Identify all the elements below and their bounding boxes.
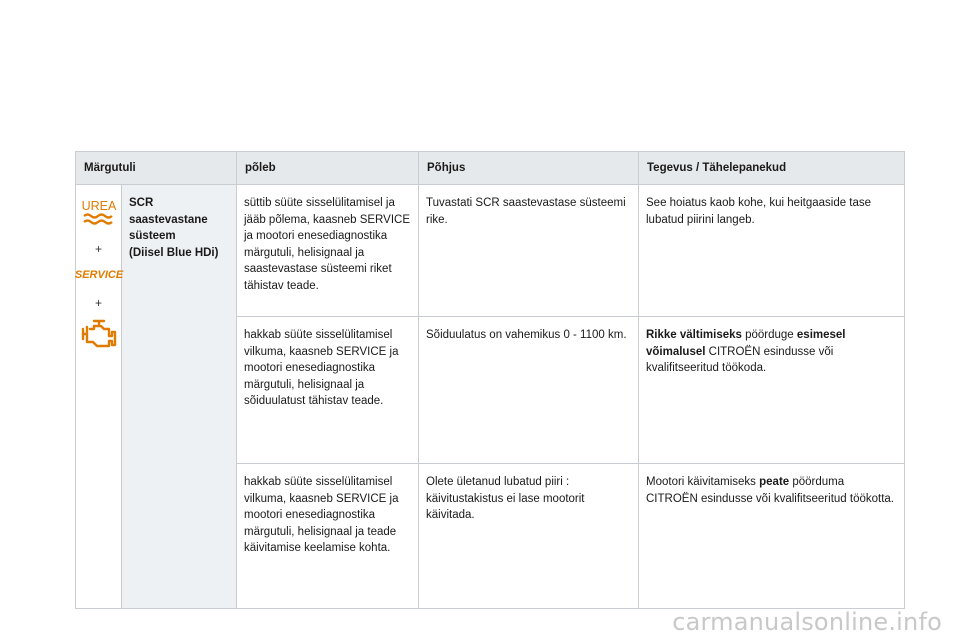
engine-diagnostic-icon — [80, 319, 118, 349]
poleb-cell: hakkab süüte sisselülitamisel vilkuma, kaasneb SERVICE ja mootori enesediagnostika märgutuli, helisignaal ja teade käivitamise keelamise kohta. — [237, 464, 419, 609]
service-warning-icon — [74, 265, 123, 281]
tegevus-bold-text: esimesel võimalusel — [646, 329, 846, 358]
header-pohjus: Põhjus — [419, 152, 639, 185]
poleb-cell: hakkab süüte sisselülitamisel vilkuma, kaasneb SERVICE ja mootori enesediagnostika märgutuli, helisignaal ja sõiduulatust tähistav teade. — [237, 317, 419, 464]
tegevus-cell — [639, 464, 905, 609]
tegevus-text: pöörduge — [741, 329, 797, 341]
system-name-line: saastevastane — [129, 213, 208, 226]
plus-sign: + — [94, 241, 102, 256]
table-row — [76, 185, 905, 317]
tegevus-bold-text: Rikke vältimiseks — [646, 329, 742, 341]
site-watermark: carmanualsonline.info — [672, 608, 942, 636]
pohjus-cell: Olete ületanud lubatud piiri : käivitustakistus ei lase mootorit käivitada. — [419, 464, 639, 609]
header-margutuli: Märgutuli — [76, 152, 237, 185]
system-name-cell — [122, 185, 237, 609]
tegevus-cell: See hoiatus kaob kohe, kui heitgaaside tase lubatud piirini langeb. — [639, 185, 905, 317]
table-header-row — [76, 152, 905, 185]
plus-sign: + — [94, 295, 102, 310]
pohjus-cell: Sõiduulatus on vahemikus 0 - 1100 km. — [419, 317, 639, 464]
urea-warning-icon — [78, 197, 120, 227]
service-icon-label: SERVICE — [74, 269, 123, 281]
system-name-line: (Diisel Blue HDi) — [129, 246, 219, 259]
warning-icons-cell — [76, 185, 122, 609]
tegevus-text: pöörduma CITROËN esindusse või kvalifitseeritud töökotta. — [646, 476, 894, 505]
pohjus-cell: Tuvastati SCR saastevastase süsteemi rike. — [419, 185, 639, 317]
warning-light-table — [75, 151, 905, 609]
tegevus-bold-text: peate — [759, 476, 790, 488]
header-poleb: põleb — [237, 152, 419, 185]
tegevus-text: CITROËN esindusse või kvalifitseeritud töökoda. — [646, 345, 834, 374]
system-name-line: süsteem — [129, 230, 176, 242]
tegevus-text: Mootori käivitamiseks — [646, 476, 760, 488]
header-tegevus: Tegevus / Tähelepanekud — [639, 152, 905, 185]
urea-icon-label: UREA — [81, 199, 116, 213]
poleb-cell: süttib süüte sisselülitamisel ja jääb põlema, kaasneb SERVICE ja mootori enesediagnostika märgutuli, helisignaal ja saastevastase süsteemi riket tähistav teade. — [237, 185, 419, 317]
system-name-line: SCR — [129, 197, 154, 209]
tegevus-cell — [639, 317, 905, 464]
